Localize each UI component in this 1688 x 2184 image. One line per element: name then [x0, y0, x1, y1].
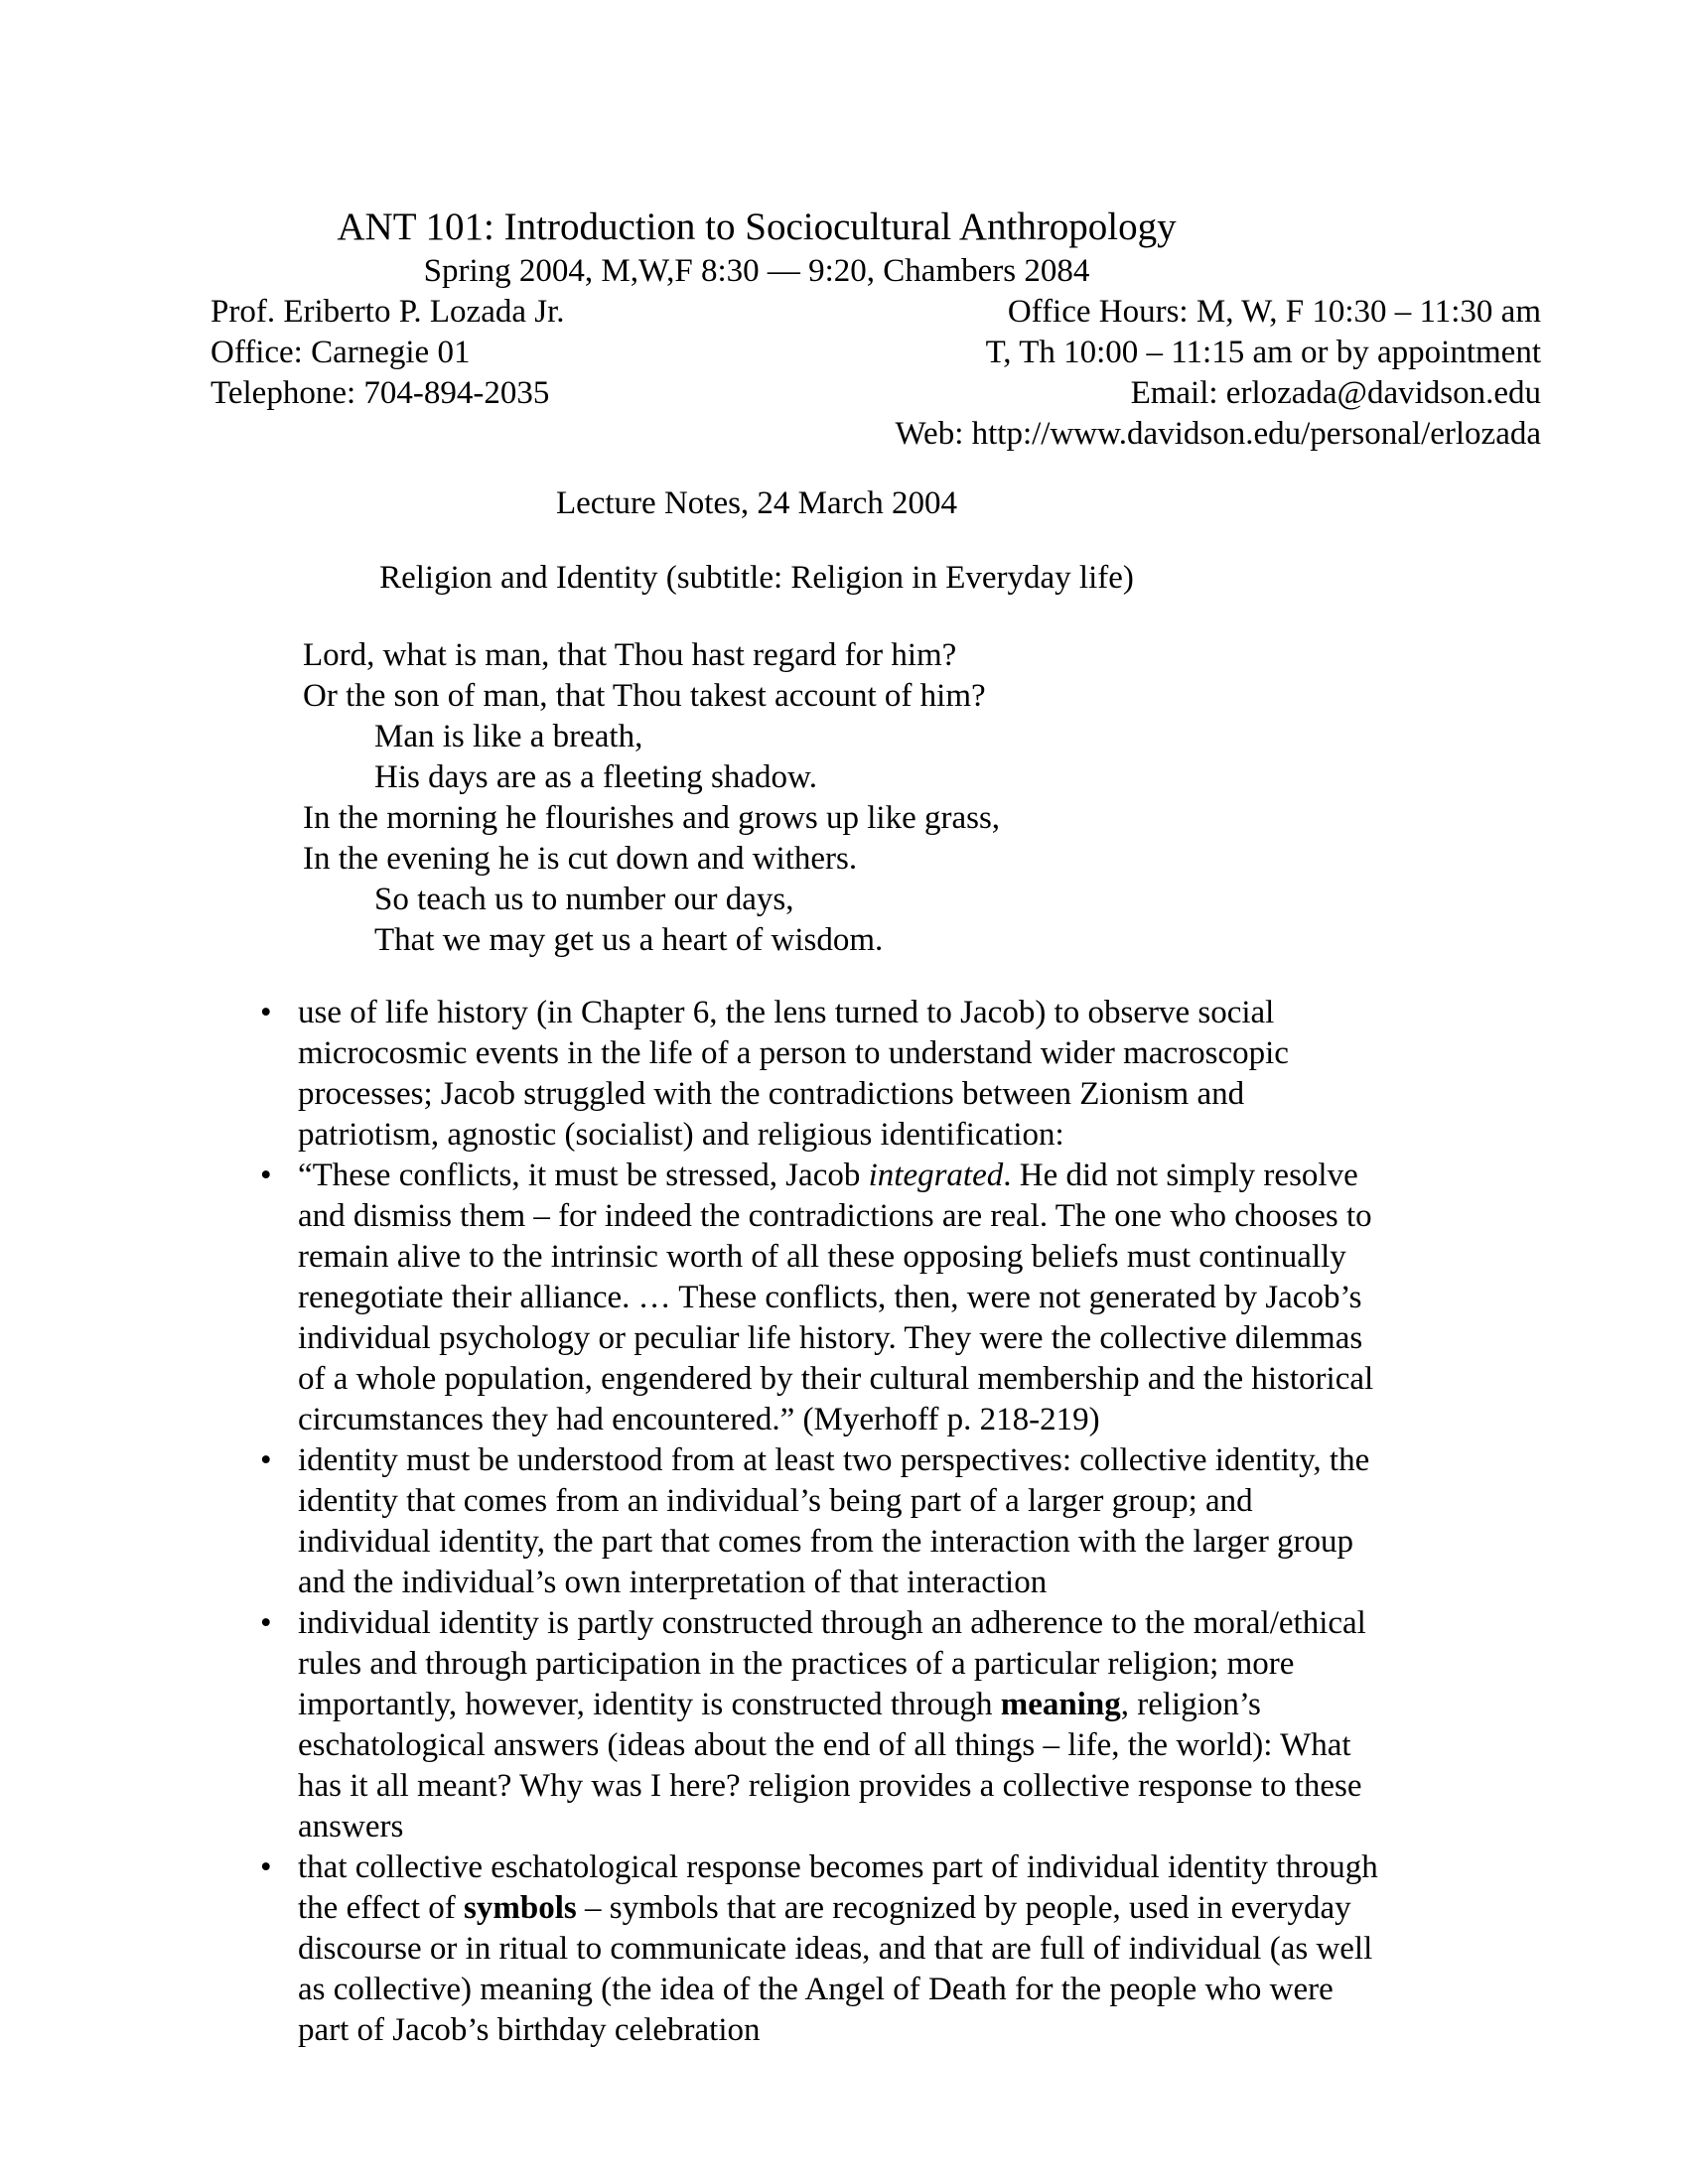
- bullet-line: eschatological answers (ideas about the end of all things – life, the world): What: [298, 1727, 1351, 1763]
- poem-line: That we may get us a heart of wisdom.: [374, 922, 884, 958]
- bullet-item: [211, 1440, 1541, 1603]
- poem-line: Lord, what is man, that Thou hast regard for him?: [303, 637, 957, 673]
- bullet-item: [211, 1847, 1541, 2051]
- bullet-line: part of Jacob’s birthday celebration: [298, 2012, 761, 2048]
- bullet-line: individual psychology or peculiar life history. They were the collective dilemmas: [298, 1320, 1363, 1356]
- bullet-line: identity that comes from an individual’s being part of a larger group; and: [298, 1483, 1253, 1519]
- bullet-icon: •: [260, 995, 272, 1030]
- bullet-line: patriotism, agnostic (socialist) and religious identification:: [298, 1117, 1064, 1153]
- bullet-icon: •: [260, 1605, 272, 1641]
- bullet-line: identity must be understood from at least two perspectives: collective identity, the: [298, 1442, 1370, 1478]
- poem: [303, 635, 1541, 961]
- bullet-line: remain alive to the intrinsic worth of all these opposing beliefs must continually: [298, 1239, 1346, 1275]
- topic-heading: Religion and Identity (subtitle: Religion in Everyday life): [379, 560, 1134, 596]
- bullet-line: use of life history (in Chapter 6, the lens turned to Jacob) to observe social: [298, 995, 1275, 1030]
- notes-list: [211, 993, 1541, 2051]
- bullet-line: renegotiate their alliance. … These conflicts, then, were not generated by Jacob’s: [298, 1280, 1362, 1315]
- poem-line: Or the son of man, that Thou takest account of him?: [303, 678, 986, 714]
- course-meta: Spring 2004, M,W,F 8:30 — 9:20, Chambers 2084: [423, 253, 1090, 289]
- contact-line: T, Th 10:00 – 11:15 am or by appointment: [985, 335, 1541, 370]
- bullet-icon: •: [260, 1849, 272, 1885]
- bullet-line: discourse or in ritual to communicate ideas, and that are full of individual (as well: [298, 1931, 1373, 1967]
- bullet-line: rules and through participation in the practices of a particular religion; more: [298, 1646, 1295, 1682]
- bullet-line: importantly, however, identity is constructed through meaning, religion’s: [298, 1687, 1261, 1722]
- bullet-line: as collective) meaning (the idea of the Angel of Death for the people who were: [298, 1972, 1334, 2007]
- bullet-line: has it all meant? Why was I here? religion provides a collective response to these: [298, 1768, 1362, 1804]
- bullet-line: individual identity is partly constructed through an adherence to the moral/ethical: [298, 1605, 1366, 1641]
- bullet-line: that collective eschatological response becomes part of individual identity through: [298, 1849, 1378, 1885]
- contact-line: Web: http://www.davidson.edu/personal/erlozada: [895, 416, 1541, 452]
- poem-line: His days are as a fleeting shadow.: [374, 759, 817, 795]
- instructor-line: Prof. Eriberto P. Lozada Jr.: [211, 294, 565, 330]
- bullet-icon: •: [260, 1442, 272, 1478]
- bullet-line: of a whole population, engendered by their cultural membership and the historical: [298, 1361, 1374, 1397]
- poem-line: In the morning he flourishes and grows up like grass,: [303, 800, 1001, 836]
- bullet-line: circumstances they had encountered.” (Myerhoff p. 218-219): [298, 1402, 1100, 1437]
- bullet-line: and dismiss them – for indeed the contradictions are real. The one who chooses to: [298, 1198, 1372, 1234]
- bullet-line: and the individual’s own interpretation of that interaction: [298, 1565, 1048, 1600]
- contact-line: Email: erlozada@davidson.edu: [1130, 375, 1541, 411]
- bullet-item: [211, 1603, 1541, 1847]
- bullet-icon: •: [260, 1158, 272, 1193]
- lecture-heading: Lecture Notes, 24 March 2004: [555, 485, 958, 521]
- bullet-line: individual identity, the part that comes from the interaction with the larger group: [298, 1524, 1354, 1560]
- instructor-info: [211, 292, 565, 455]
- bullet-item: [211, 993, 1541, 1156]
- bullet-line: processes; Jacob struggled with the contradictions between Zionism and: [298, 1076, 1245, 1112]
- instructor-line: Office: Carnegie 01: [211, 335, 471, 370]
- contact-info: [896, 292, 1541, 455]
- poem-line: So teach us to number our days,: [374, 882, 794, 917]
- poem-line: Man is like a breath,: [374, 719, 643, 754]
- course-title: ANT 101: Introduction to Sociocultural Anthropology: [337, 205, 1177, 248]
- bullet-line: “These conflicts, it must be stressed, Jacob integrated. He did not simply resolve: [298, 1158, 1358, 1193]
- instructor-line: Telephone: 704-894-2035: [211, 375, 550, 411]
- bullet-line: the effect of symbols – symbols that are recognized by people, used in everyday: [298, 1890, 1351, 1926]
- bullet-item: [211, 1156, 1541, 1440]
- poem-line: In the evening he is cut down and withers.: [303, 841, 858, 877]
- bullet-line: answers: [298, 1809, 404, 1844]
- contact-line: Office Hours: M, W, F 10:30 – 11:30 am: [1007, 294, 1541, 330]
- header-info: [211, 292, 1541, 455]
- bullet-line: microcosmic events in the life of a person to understand wider macroscopic: [298, 1035, 1289, 1071]
